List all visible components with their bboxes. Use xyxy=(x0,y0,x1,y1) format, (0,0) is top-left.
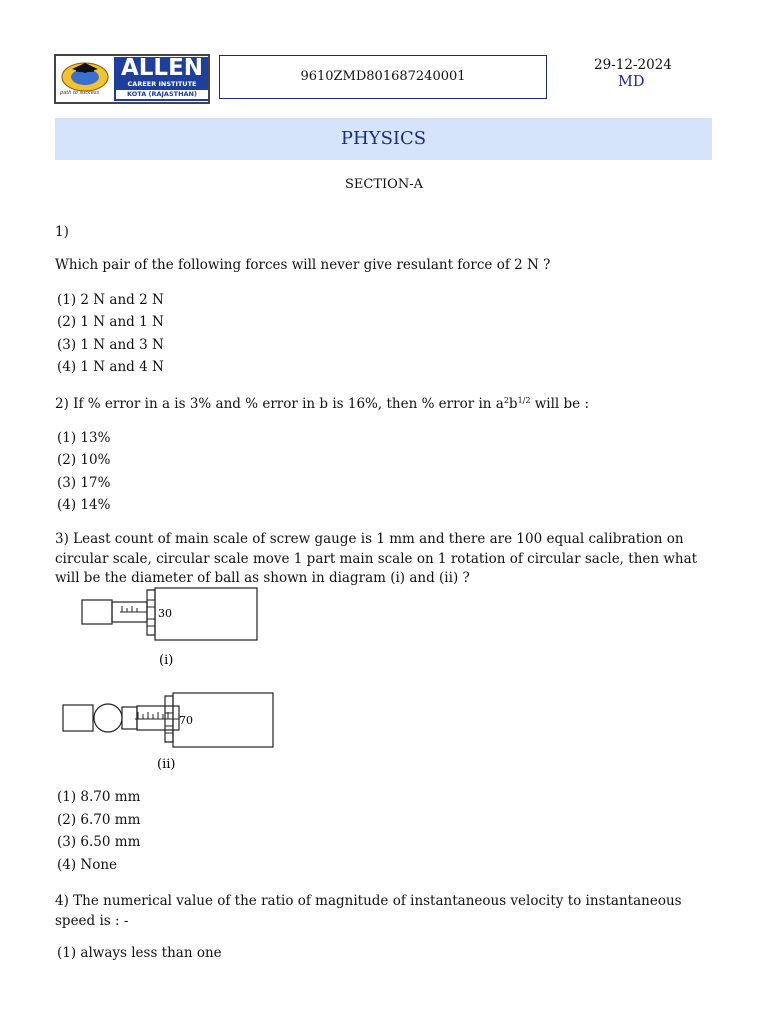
q3-option-3: (3) 6.50 mm xyxy=(57,834,141,850)
q1-text: Which pair of the following forces will never give resulant force of 2 N ? xyxy=(55,257,551,273)
q4-option-1: (1) always less than one xyxy=(57,945,222,961)
q1-option-2: (2) 1 N and 1 N xyxy=(57,314,164,330)
stream-label: MD xyxy=(618,74,645,90)
subject-title: PHYSICS xyxy=(55,118,712,160)
logo-tagline: path to success xyxy=(60,90,100,96)
screw-gauge-diagram-i xyxy=(55,585,270,670)
logo-brand: ALLEN xyxy=(120,55,204,81)
q1-option-3: (3) 1 N and 3 N xyxy=(57,337,164,353)
diagram-i-reading: 30 xyxy=(158,607,172,620)
q2-option-1: (1) 13% xyxy=(57,430,111,446)
paper-code-box: 9610ZMD801687240001 xyxy=(219,55,547,99)
q3-option-2: (2) 6.70 mm xyxy=(57,812,141,828)
diagram-ii-caption: (ii) xyxy=(157,757,176,772)
q4-text: 4) The numerical value of the ratio of magnitude of instantaneous velocity to instantaneous speed is : - xyxy=(55,893,682,929)
q2-text: 2) If % error in a is 3% and % error in b is 16%, then % error in $a^2b^{1/2}$ will be : xyxy=(55,396,589,412)
q2-option-4: (4) 14% xyxy=(57,497,111,513)
q2-option-2: (2) 10% xyxy=(57,452,111,468)
q3-text: 3) Least count of main scale of screw gauge is 1 mm and there are 100 equal calibration on circular scale, circular scale move 1 part main scale on 1 rotation of circular sacle, then what will be the diameter of ball as shown in diagram (i) and (ii) ? xyxy=(55,531,698,586)
logo-subtitle: CAREER INSTITUTE xyxy=(127,80,197,88)
q3-option-4: (4) None xyxy=(57,857,118,873)
logo-location: KOTA (RAJASTHAN) xyxy=(116,90,208,99)
allen-logo xyxy=(54,54,210,104)
diagram-ii-reading: 70 xyxy=(179,714,193,727)
diagram-i-caption: (i) xyxy=(159,653,174,668)
section-title: SECTION-A xyxy=(345,177,423,192)
q3-option-1: (1) 8.70 mm xyxy=(57,789,141,805)
q2-option-3: (3) 17% xyxy=(57,475,111,491)
q1-option-1: (1) 2 N and 2 N xyxy=(57,292,164,308)
exam-date: 29-12-2024 xyxy=(594,57,672,73)
q1-number: 1) xyxy=(55,224,69,240)
q1-option-4: (4) 1 N and 4 N xyxy=(57,359,164,375)
screw-gauge-diagram-ii xyxy=(55,688,280,773)
emblem-icon xyxy=(60,60,110,94)
